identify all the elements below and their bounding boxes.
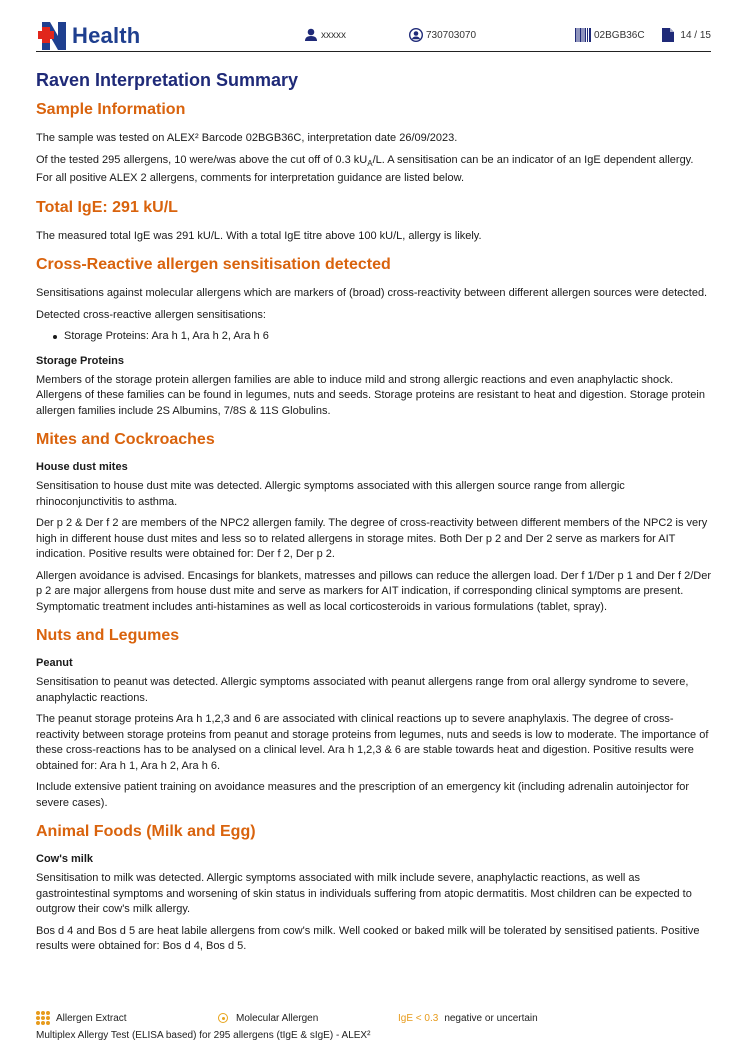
brand-logo bbox=[38, 22, 140, 50]
user-circle-icon bbox=[409, 28, 423, 42]
patient-name-field bbox=[304, 28, 346, 42]
barcode-field bbox=[575, 28, 645, 42]
text-run: /L. A sensitisation can be an indicator of an IgE dependent allergy. For all positive ALEX 2 allergens, comments for interpretation guidance are listed below. bbox=[36, 153, 694, 185]
brand-name: Health bbox=[72, 23, 141, 48]
patient-id-field bbox=[409, 28, 476, 42]
section-heading: Cross-Reactive allergen sensitisation detected bbox=[36, 256, 391, 274]
section-animal-foods bbox=[36, 823, 712, 955]
legend-label: negative or uncertain bbox=[444, 1012, 538, 1024]
section-heading: Animal Foods (Milk and Egg) bbox=[36, 823, 256, 841]
report-body bbox=[36, 70, 712, 961]
person-icon bbox=[304, 28, 318, 42]
patient-name: xxxxx bbox=[321, 29, 346, 41]
unit-subscript: A bbox=[367, 158, 373, 168]
page-header bbox=[36, 20, 711, 52]
paragraph: Detected cross-reactive allergen sensitisations: bbox=[36, 308, 266, 321]
page-footer bbox=[36, 1010, 712, 1041]
paragraph: Sensitisation to peanut was detected. Allergic symptoms associated with peanut allergens range from oral allergy syndrome to severe, anaphylactic reactions. bbox=[36, 676, 689, 704]
section-sample-information bbox=[36, 101, 712, 187]
ige-threshold-value: IgE < 0.3 bbox=[398, 1012, 439, 1024]
legend-allergen-extract bbox=[36, 1011, 218, 1025]
test-footnote: Multiplex Allergy Test (ELISA based) for 295 allergens (tIgE & sIgE) - ALEX² bbox=[36, 1030, 371, 1041]
allergen-extract-icon bbox=[36, 1011, 50, 1025]
legend bbox=[36, 1010, 712, 1026]
paragraph bbox=[36, 153, 712, 187]
barcode-icon bbox=[575, 28, 591, 42]
sub-heading: Cow's milk bbox=[36, 853, 94, 866]
legend-molecular-allergen bbox=[218, 1013, 398, 1024]
molecular-allergen-icon bbox=[218, 1013, 228, 1023]
sub-heading: Storage Proteins bbox=[36, 354, 125, 367]
bullet-list bbox=[46, 329, 712, 345]
section-heading: Nuts and Legumes bbox=[36, 627, 180, 645]
section-total-ige bbox=[36, 199, 712, 245]
paragraph: Allergen avoidance is advised. Encasings for blankets, matresses and pillows can reduce the allergen load. Der f 1/Der p 1 and Der f 2/Der p 2 are major allergens from house dust mite and serve as markers for AIT indication, if corresponding clinical symptoms are present. Symptomatic treatment includes anti-histamines as well as local corticosteroids in various formulations (tablet, spray). bbox=[36, 569, 712, 613]
brand-mark-icon bbox=[38, 22, 68, 50]
section-heading: Mites and Cockroaches bbox=[36, 431, 215, 449]
paragraph: Include extensive patient training on avoidance measures and the prescription of an emergency kit (including adrenalin autoinjector for severe cases). bbox=[36, 781, 690, 809]
section-heading: Sample Information bbox=[36, 101, 186, 118]
legend-label: Molecular Allergen bbox=[236, 1012, 319, 1024]
paragraph: The peanut storage proteins Ara h 1,2,3 and 6 are associated with clinical reactions up to severe anaphylaxis. The degree of cross-reactivity between storage proteins from peanut and storage proteins from legumes, nuts and seeds is low to moderate. The importance of these cross-reactions has to be analysed on a clinical level. Ara h 1,2,3 & 6 are stable towards heat and digestion. Positive results were obtained for: Ara h 1, Ara h 2, Ara h 6. bbox=[36, 713, 709, 772]
document-icon bbox=[661, 28, 675, 42]
section-cross-reactive bbox=[36, 256, 712, 419]
legend-ige-threshold bbox=[398, 1013, 538, 1024]
section-heading: Total IgE: 291 kU/L bbox=[36, 198, 178, 216]
legend-label: Allergen Extract bbox=[56, 1012, 127, 1024]
paragraph: Sensitisation to milk was detected. Allergic symptoms associated with milk include severe, anaphylactic reactions, as well as gastrointestinal symptoms and worsening of skin status in individuals suffering from atopic dermatitis. Most children can be expected to outgrow their cow's milk allergy. bbox=[36, 872, 692, 916]
paragraph: Der p 2 & Der f 2 are members of the NPC2 allergen family. The degree of cross-reactivity between different members of the NPC2 is very high in different house dust mites and less so to related allergens in storage mites. Both Der p 2 and Der 2 serve as markers for AIT indication. Positive results were obtained for: Der f 2, Der p 2. bbox=[36, 517, 708, 561]
paragraph: Sensitisation to house dust mite was detected. Allergic symptoms associated with this allergen source range from allergic rhinoconjunctivitis to asthma. bbox=[36, 480, 625, 508]
paragraph: The sample was tested on ALEX² Barcode 02BGB36C, interpretation date 26/09/2023. bbox=[36, 132, 458, 144]
paragraph: Members of the storage protein allergen families are able to induce mild and strong allergic reactions and even anaphylactic shock. Allergens of these families can be found in legumes, nuts and seeds. Storage proteins are resistant to heat and digestion. Storage protein allergen families include 2S Albumins, 7/8S & 11S Globulins. bbox=[36, 373, 705, 417]
paragraph: Sensitisations against molecular allergens which are markers of (broad) cross-reactivity between different allergen sources were detected. bbox=[36, 287, 708, 300]
page-number: 14 / 15 bbox=[680, 29, 711, 41]
section-nuts-legumes bbox=[36, 627, 712, 811]
text-run: Of the tested 295 allergens, 10 were/was above the cut off of 0.3 kU bbox=[36, 153, 368, 166]
paragraph: The measured total IgE was 291 kU/L. With a total IgE titre above 100 kU/L, allergy is likely. bbox=[36, 229, 482, 242]
section-mites-cockroaches bbox=[36, 431, 712, 615]
page-title: Raven Interpretation Summary bbox=[36, 70, 299, 90]
paragraph: Bos d 4 and Bos d 5 are heat labile allergens from cow's milk. Well cooked or baked milk will be tolerated by sensitised patients. Positive results were obtained for: Bos d 4, Bos d 5. bbox=[36, 924, 700, 953]
patient-id: 730703070 bbox=[426, 29, 477, 41]
list-item: Storage Proteins: Ara h 1, Ara h 2, Ara h 6 bbox=[46, 329, 712, 345]
sub-heading: Peanut bbox=[36, 657, 73, 670]
page-indicator-field bbox=[661, 28, 711, 42]
sub-heading: House dust mites bbox=[36, 461, 128, 474]
barcode-value: 02BGB36C bbox=[594, 29, 645, 41]
